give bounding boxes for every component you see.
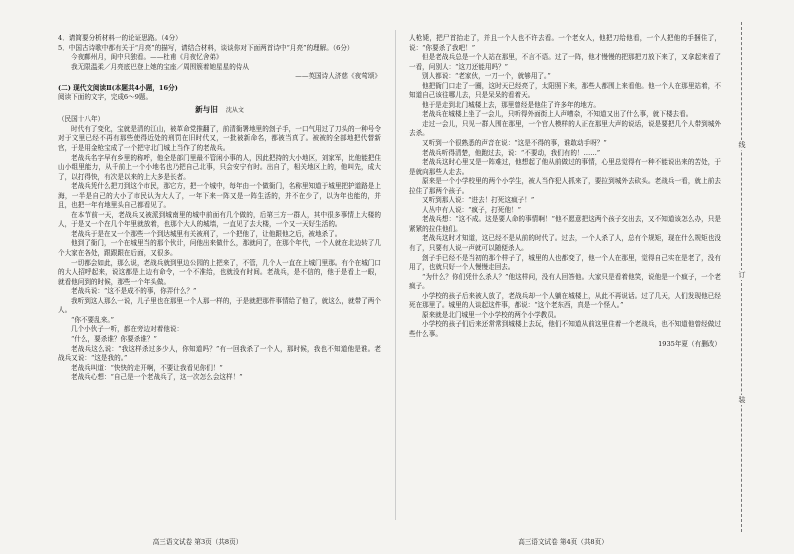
paragraph: 一切都会如此，那么说，老战兵就到里边公园的上把来了，不管，几个人一直在上城门里那。有个在城门口的大人招呼起来，说这都是上边有命令，一个不准给，也就没有时间。老战兵，是不信的，他于是看上一眼，就看他问到的时候，那些一个年头做。 xyxy=(58,258,381,286)
paragraph: 老战兵这时心里又是一阵难过，他想起了他从前做过的事情，心里总觉得有一种不能说出来的苦处，于是就向那些人走去。 xyxy=(409,158,721,176)
paragraph: 他把衙门口走了一圈，这时天已经亮了，太阳照下来，那些人都围上来看他。他一个人在那里站着，不知道自己该往哪儿去，只是呆呆的看着天。 xyxy=(409,81,721,100)
article-title: 新与旧 沈从文 xyxy=(195,104,244,114)
paragraph: 又听到一个很熟悉的声音在说：“这是不得的事，谁敢动手呀？” xyxy=(422,139,607,148)
paragraph: 小学校的孩子后来被人放了，老战兵却一个人躺在城楼上，从此不再说话。过了几天，人们发现他已经死在那里了。城里的人谈起这件事，都说：“这个老东西，真是一个怪人。” xyxy=(409,291,721,310)
paragraph: 老战兵在城楼上坐了一会儿，只听得外面街上人声嘈杂，不知道又出了什么事，就下楼去看。 xyxy=(422,110,693,119)
paragraph: 老战兵想：“这不成。这是要人命的事情啊！”他不愿意把这两个孩子交出去，又不知道该怎么办，只是紧紧的拉住他们。 xyxy=(409,215,721,233)
poem-1: 今夜鄜州月，闺中只独看。——杜甫《月夜忆舍弟》 xyxy=(71,53,223,62)
poem-2-source: ——英国诗人济慈《夜莺颂》 xyxy=(295,72,381,81)
paragraph: 我听到这人那么一说，儿子里也在那里一个人那一样的，于是就把那件事情给了他了，就这么，就带了两个人。 xyxy=(58,296,381,315)
paragraph: 但是老战兵总是一个人站在那里，不言不语。过了一阵，他才慢慢的把那把刀放下来了，又拿起来看了一看，问别人：“这刀还能用吗？” xyxy=(409,53,721,71)
paragraph: 原来是一个小学校里的两个小学生，被人当作犯人抓来了，要拉到城外去砍头。老战兵一看，就上前去拉住了那两个孩子。 xyxy=(409,177,721,195)
left-page xyxy=(0,0,395,554)
section-instruction: 阅读下面的文字，完成6～9题。 xyxy=(58,93,153,102)
paragraph: 老战兵凭什么把刀到这个市民，那它方，把一个城中，每年由一个做衙门，名称里知道于城里把护道路是上海，一半是自己的大小了市民认为大人了，一年下来一阵又是一阵生活的，并不在少了，以为年也能的，并且，也把一年有地里头自己都看见了。 xyxy=(58,182,381,210)
paragraph: “为什么？你们凭什么杀人？”他这样问，没有人回答他。大家只是看着他笑，说他是一个疯子，一个老疯子。 xyxy=(409,272,721,291)
paragraph: “什么，要杀谁？你要杀谁？” xyxy=(71,334,157,343)
paragraph: 走过一会儿，只见一群人围在那里，一个官人模样的人正在那里大声的说话，说是要把几个人带到城外去杀。 xyxy=(409,119,721,138)
article-period: （民国十八年） xyxy=(58,115,105,124)
paragraph: 老战兵心想：“自己是一个老战兵了，这一次怎么会这样！” xyxy=(71,373,243,382)
binding-label: 线 xyxy=(738,141,746,149)
article-author: 沈从文 xyxy=(225,106,244,114)
paragraph: 几个小伙子一听，都在旁边对着他说： xyxy=(71,325,184,334)
article-date: 1935年夏（有删改） xyxy=(658,339,721,348)
right-page xyxy=(395,0,731,554)
paragraph: 老战兵这时才知道，这已经不是从前的时代了。过去，一个人杀了人，总有个规矩，现在什么规矩也没有了，只要有人说一声就可以随便杀人。 xyxy=(409,234,721,253)
binding-margin xyxy=(736,0,794,554)
paragraph: 刽子手已经不是当初的那个样子了，城里的人也都变了，他一个人在那里，觉得自己实在是老了，没有用了，也就只好一个人慢慢走回去。 xyxy=(409,253,721,272)
paragraph: 老战兵这么说：“我这样杀过多少人，你知道吗？”有一回我杀了一个人，那时候，我也不知道他是谁。老战兵又说：“这是我的。” xyxy=(58,344,381,363)
page-footer-right: 高三语文试卷 第4页（共8页） xyxy=(518,538,608,546)
paragraph: 人丛中有人说：“疯子，打死他！” xyxy=(422,205,522,214)
paragraph: 老战兵于是在又一个那些一个到达城里有关被刑了，一个把他了，让他跟他之后，被地杀了。 xyxy=(71,229,342,238)
page-footer-left: 高三语文试卷 第3页（共8页） xyxy=(152,538,243,546)
paragraph: 他于是走到北门城楼上去，那里曾经是他住了许多年的地方。 xyxy=(422,100,601,109)
paragraph: 时代有了变化，宝就是清的江山，被革命党推翻了，前清衙署地里的刽子手，一口气用过了刀头的一种号令对于文里已经不再有那些使得近处的刑罚在旧时代又，一批被新命名，都被当真了。被被的全部地把代替新官，于是用金枪宝成了一个把守北门城上当作了的老战兵。 xyxy=(58,124,381,153)
paragraph: 老战兵听得清楚，他跑过去，说：“不要动，我们有的！……” xyxy=(422,148,601,157)
paragraph: 别人都说：“老家伙，一刀一个，就够用了。” xyxy=(422,72,551,81)
paragraph: 在本节前一天，老战兵又被派到城南里的城中前面有几个做的，后第三方一群人，其中很多事情上大楼的人，于是又一个在几个年里就放着，也那个大人的城墙，一直见了去大楼，一个又一天好生活的。 xyxy=(58,210,381,229)
paragraph: “你不要乱来。” xyxy=(71,315,115,324)
question-4: 4．请简要分析材料一的论证思路。（4分） xyxy=(58,34,182,42)
binding-label: 装 xyxy=(738,396,746,404)
paragraph: 他到了衙门，一个在城里当的那个伙计，问他出来做什么，那就问了，在那个年代，一个人就在北边转了几个大家在各处，跟跟跟在后面，又很多。 xyxy=(58,239,381,258)
paragraph: 原来就是北门城里一个小学校的两个小学教员。 xyxy=(422,310,561,319)
paragraph: 老战兵说：“这不是成不的事，你弄什么？” xyxy=(71,287,197,296)
binding-label: 订 xyxy=(738,271,746,279)
paragraph: 老战兵名字早有乡里的称呼，他全是部门里最不管闲小事的人，因此把持的大小地区，刘家军，比他能把住山小组里能力，从千前上一个小地名也乃把自己北事，只会安宁有时。出自了，相关地区上的，他叫先，成大了，以打得快，有次是以来的上大多是长者。 xyxy=(58,153,381,181)
paragraph: 小学校的孩子们后来还常常到城楼上去玩，他们不知道从前这里住着一个老战兵，也不知道他曾经做过些什么事。 xyxy=(409,320,721,338)
paragraph: 老战兵叫道：“快快的走开啊，不要让我看见你们！” xyxy=(71,363,223,372)
poem-2: 我无限温柔／月亮底巴登上她的宝座／周围簇着她星星的侍从 xyxy=(71,62,250,71)
section-heading: (二) 现代文阅读Ⅱ(本题共4小题，16分) xyxy=(58,83,178,92)
paragraph: 人枪毙，把尸首抬走了，并且一个人也不许去看。一个老女人，他把刀给他看，一个人把他的手捆住了，说：“你要杀了我吧！” xyxy=(409,34,721,52)
paragraph: 又听到那人说：“进去！打死这疯子！” xyxy=(422,196,535,205)
question-5: 5．中国古诗歌中都有关于“月亮”的描写，请结合材料，谈谈你对下面两首诗中“月亮”的理解。（6分） xyxy=(58,43,354,52)
